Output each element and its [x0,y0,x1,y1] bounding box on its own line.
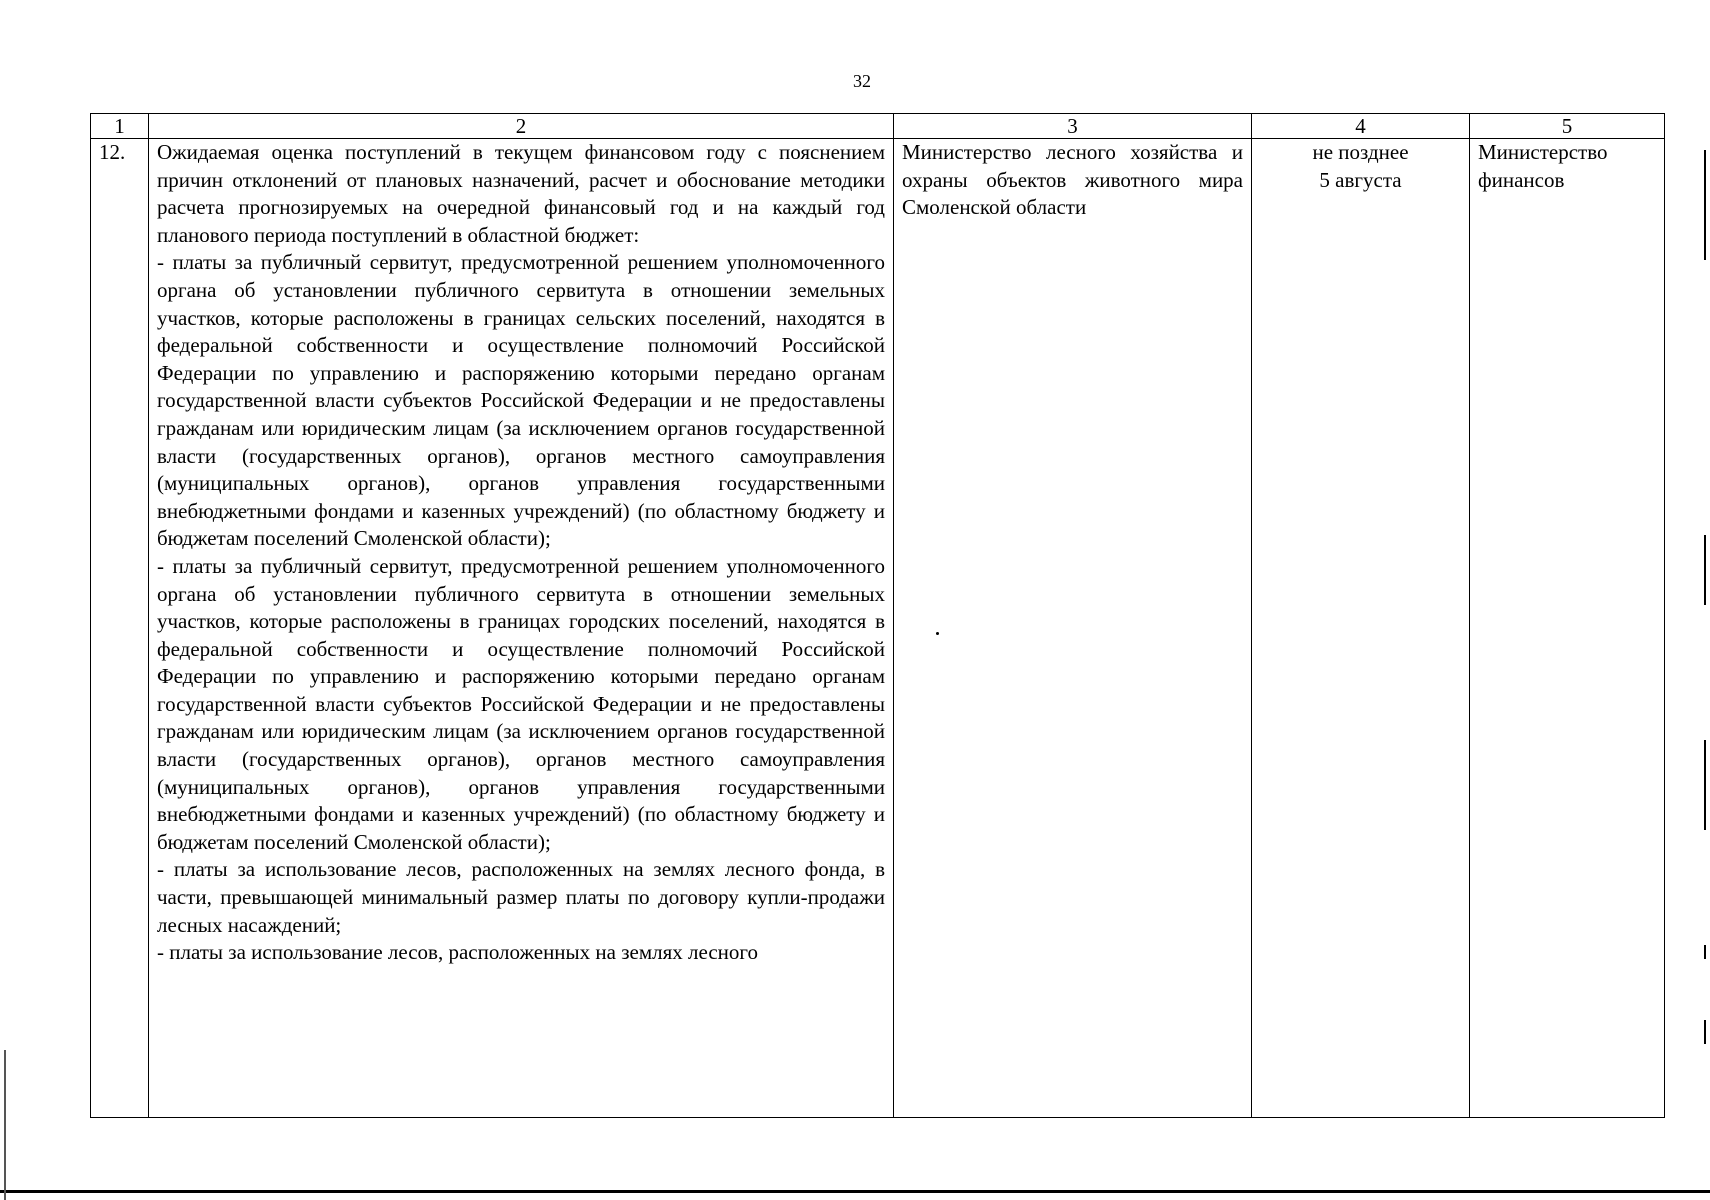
row-organization: Министерство лесного хозяйства и охраны объектов животного мира Смоленской области [894,139,1252,1118]
row-description [149,139,894,1118]
column-header-2: 2 [149,114,894,139]
scan-artifact-right-mark [1704,945,1706,959]
deadline-line-1: не позднее [1312,140,1409,164]
page-number: 32 [853,71,871,91]
row-deadline [1252,139,1470,1118]
description-item-3: - платы за использование лесов, расположенных на землях лесного фонда, в части, превышающей минимальный размер платы по договору купли-продажи лесных насаждений; [157,857,885,937]
table-row [91,139,1665,1118]
document-table [90,113,1665,1118]
scan-artifact-bottom-line [0,1190,1710,1193]
row-responsible [1470,139,1665,1118]
scan-artifact-right-mark [1704,740,1706,830]
scan-artifact-right-mark [1704,535,1706,605]
table-header-row [91,114,1665,139]
column-header-5: 5 [1470,114,1665,139]
deadline-line-2: 5 августа [1319,167,1402,192]
row-number: 12. [91,139,149,1118]
description-intro: Ожидаемая оценка поступлений в текущем финансовом году с пояснением причин отклонений от плановых назначений, расчет и обоснование методики расчета прогнозируемых на очередной финансовый год и на каждый год планового периода поступлений в областной бюджет: [157,140,885,247]
description-item-1: - платы за публичный сервитут, предусмотренной решением уполномоченного органа об установлении публичного сервитута в отношении земельных участков, которые расположены в границах сельских поселений, находятся в федеральной собственности и осуществление полномочий Российской Федерации по управлению и распоряжению которыми передано органам государственной власти субъектов Российской Федерации и не предоставлены гражданам или юридическим лицам (за исключением органов государственной власти (государственных органов), органов местного самоуправления (муниципальных органов), органов управления государственными внебюджетными фондами и казенных учреждений) (по областному бюджету и бюджетам поселений Смоленской области); [157,250,885,551]
column-header-1: 1 [91,114,149,139]
description-item-2: - платы за публичный сервитут, предусмотренной решением уполномоченного органа об установлении публичного сервитута в отношении земельных участков, которые расположены в границах городских поселений, находятся в федеральной собственности и осуществление полномочий Российской Федерации по управлению и распоряжению которыми передано органам государственной власти субъектов Российской Федерации и не предоставлены гражданам или юридическим лицам (за исключением органов государственной власти (государственных органов), органов местного самоуправления (муниципальных органов), органов управления государственными внебюджетными фондами и казенных учреждений) (по областному бюджету и бюджетам поселений Смоленской области); [157,553,885,854]
scan-artifact-right-mark [1704,1020,1706,1044]
scan-artifact-left-line [4,1050,6,1200]
scan-artifact-right-mark [1704,150,1706,260]
column-header-3: 3 [894,114,1252,139]
scan-speck [936,632,939,635]
responsible-line-2: финансов [1478,167,1565,192]
column-header-4: 4 [1252,114,1470,139]
responsible-line-1: Министерство [1478,140,1608,164]
description-item-4: - платы за использование лесов, расположенных на землях лесного [157,940,758,965]
